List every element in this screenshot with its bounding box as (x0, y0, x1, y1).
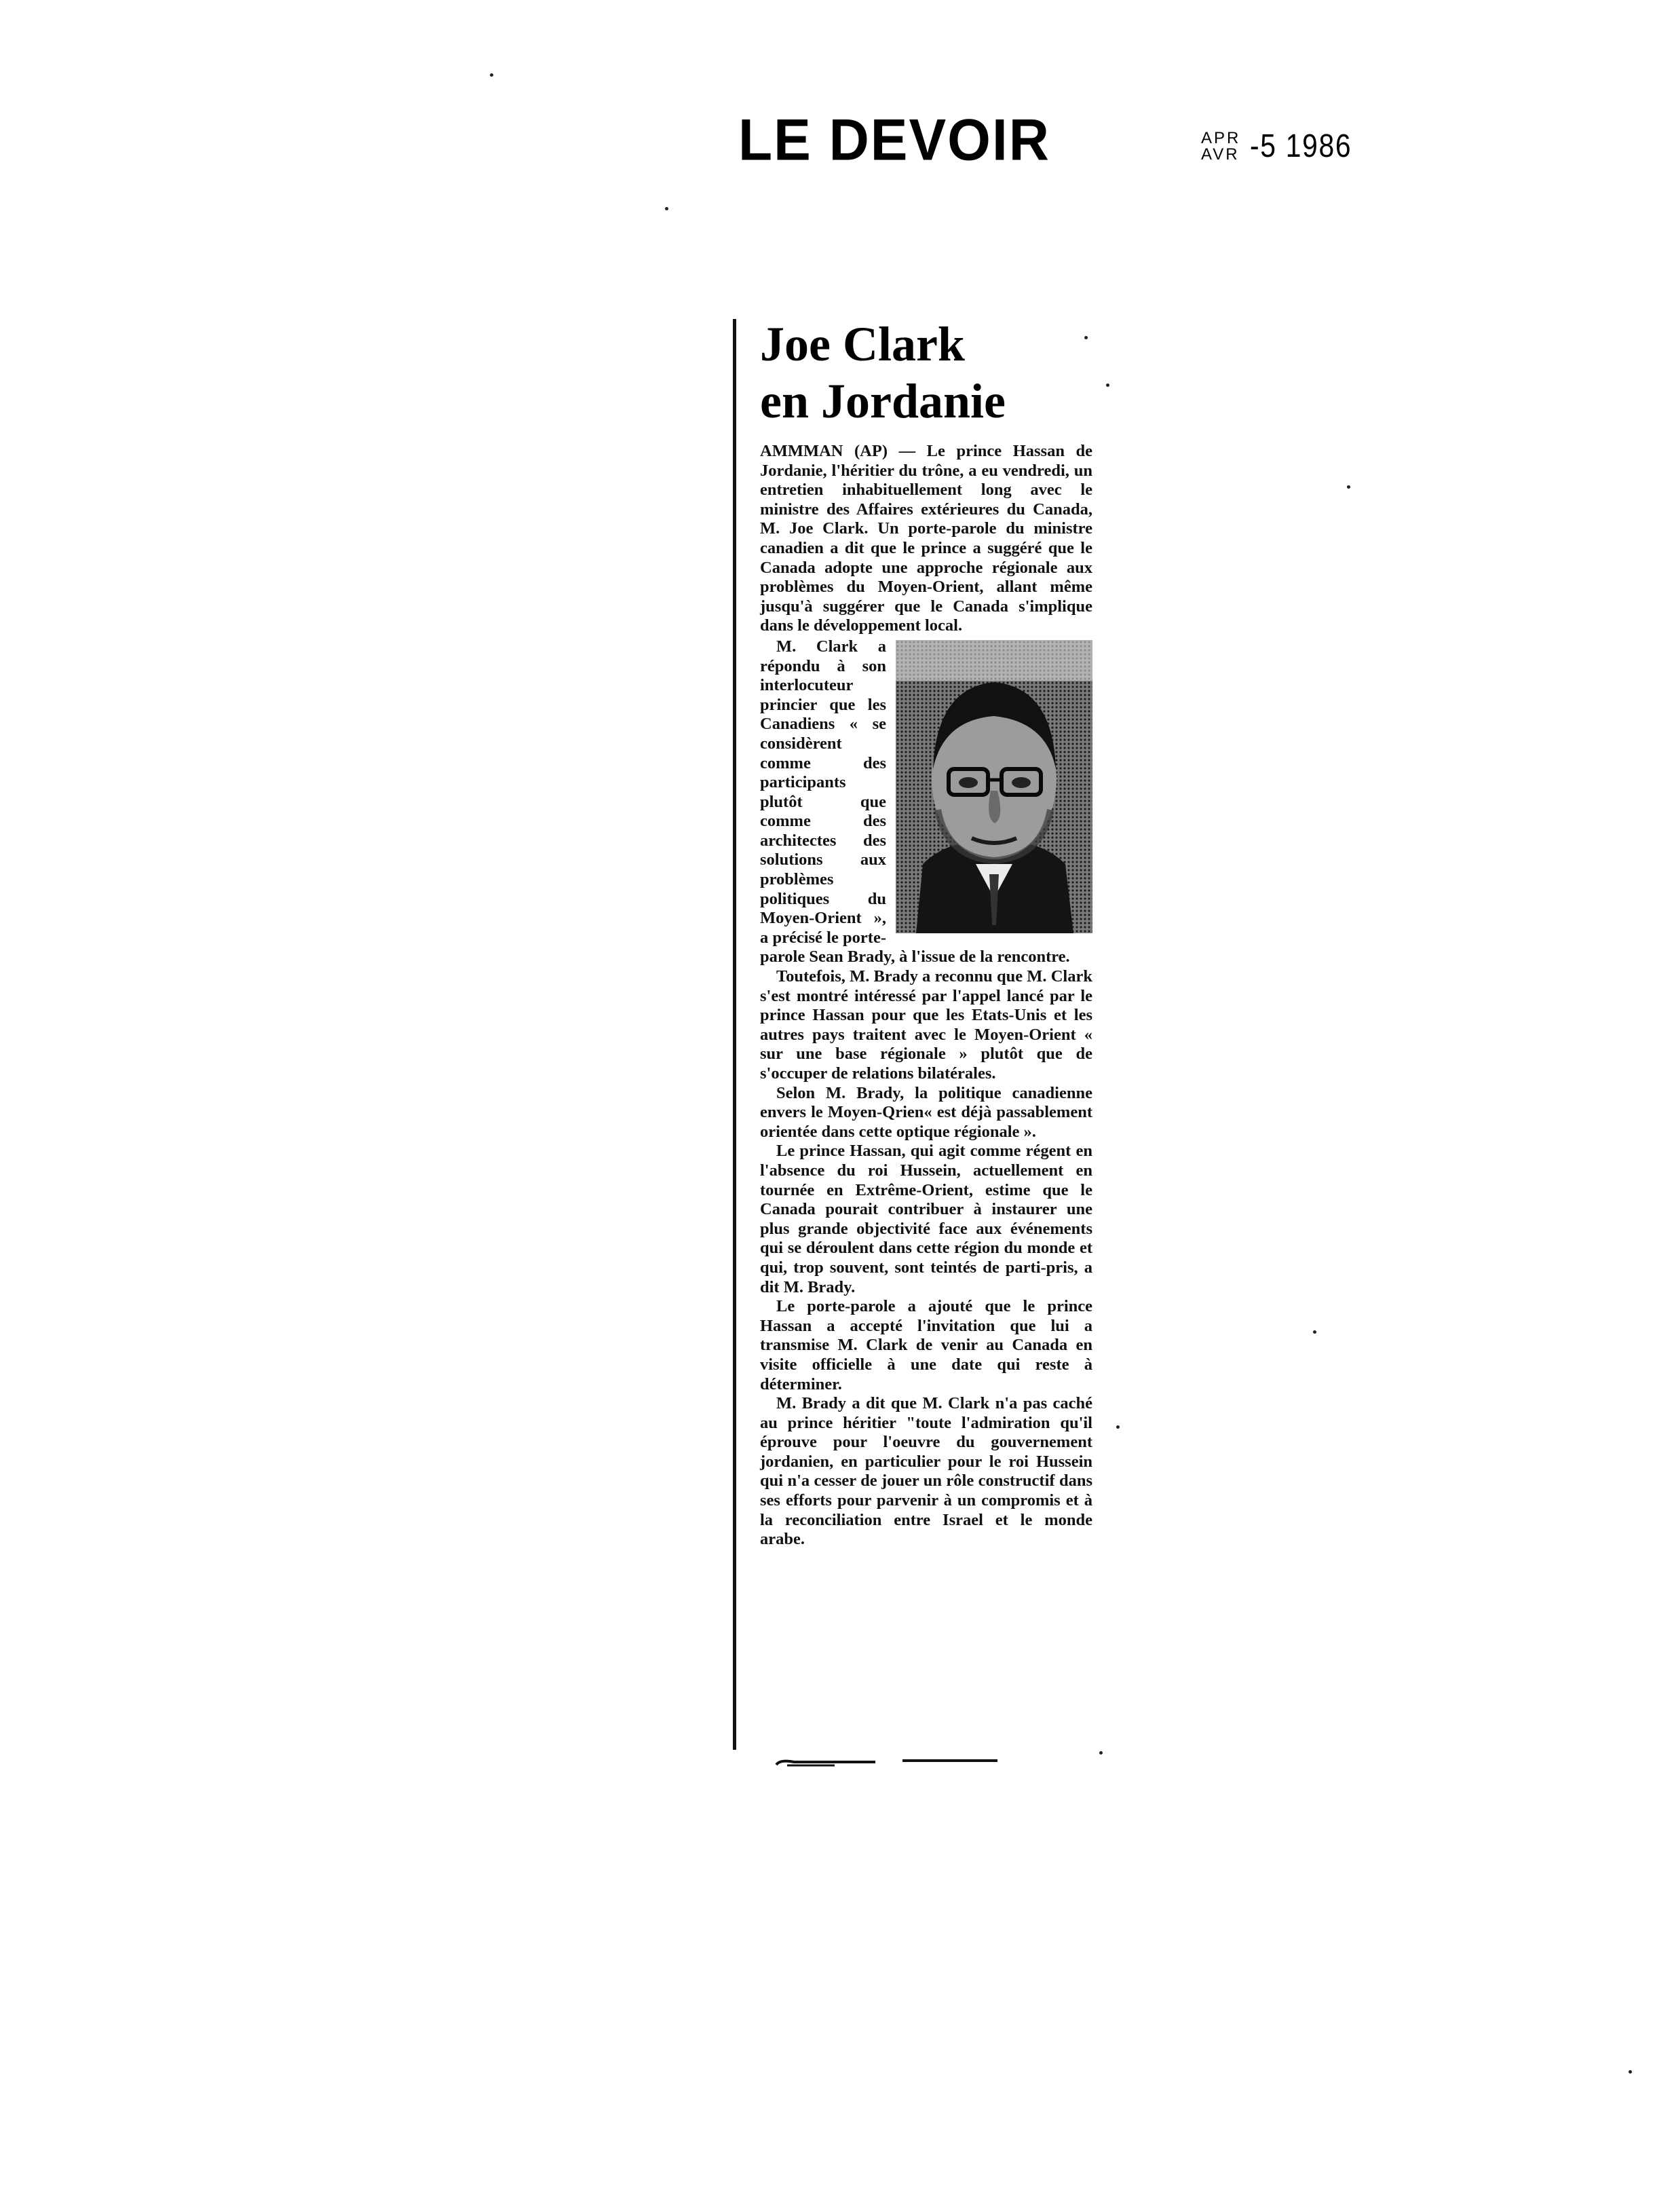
photo-wrap (760, 637, 1092, 967)
article-headline (760, 316, 1092, 430)
clipping-bottom-edge (774, 1758, 1086, 1767)
dateline: AMMMAN (AP) — (760, 442, 916, 460)
stamp-month-en: APR (1201, 128, 1241, 147)
scan-speck (1106, 383, 1109, 387)
stamp-month-fr: AVR (1201, 145, 1240, 164)
scan-speck (1116, 1425, 1120, 1429)
article-paragraph: M. Brady a dit que M. Clark n'a pas caché au prince héritier "toute l'admiration qu'il éprouve pour l'oeuvre du gouvernement jordanien, en particulier pour le roi Hussein qui n'a cesser de jouer un rôle constructif dans ses efforts pour parvenir à un compromis et à la reconciliation entre Israel et le monde arabe. (760, 1394, 1092, 1549)
article-paragraph: Selon M. Brady, la politique canadienne envers le Moyen-Qrien« est déjà passablement orientée dans cette optique régionale ». (760, 1083, 1092, 1141)
article-paragraph (760, 442, 1092, 636)
portrait-photo (896, 640, 1092, 933)
scan-speck (1313, 1330, 1316, 1334)
article-paragraph: M. Clark a répondu à son interlocuteur princier que les Canadiens « se considèrent comme des participants plutôt que comme des architectes des solutions aux problèmes politiques du Moyen-Orient », a précisé le porte-parole Sean Brady, à l'issue de la rencontre. (760, 637, 1070, 967)
portrait-image (896, 640, 1092, 933)
clipping-edge-rule (733, 319, 736, 1750)
scan-speck (490, 73, 493, 77)
date-stamp (1201, 128, 1370, 165)
scan-speck (1099, 1751, 1103, 1755)
article-paragraph: Le porte-parole a ajouté que le prince Hassan a accepté l'invitation que lui a transmise M. Clark de venir au Canada en visite officielle à une date qui reste à déterminer. (760, 1297, 1092, 1393)
scan-speck (1347, 485, 1350, 489)
news-article (760, 316, 1092, 1550)
stamp-months (1201, 130, 1240, 163)
scan-speck (665, 207, 668, 210)
headline-line-1: Joe Clark (760, 317, 965, 371)
article-paragraph: Le prince Hassan, qui agit comme régent en l'absence du roi Hussein, actuellement en tournée en Extrême-Orient, estime que le Canada pourait contribuer à instaurer une plus grande objectivité face aux événements qui se déroulent dans cette région du monde et qui, trop souvent, sont teintés de parti-pris, a dit M. Brady. (760, 1142, 1092, 1296)
newspaper-masthead: LE DEVOIR (738, 107, 1050, 173)
paragraph-text: Le prince Hassan de Jordanie, l'héritier du trône, a eu vendredi, un entretien inhabituellement long avec le ministre des Affaires extérieures du Canada, M. Joe Clark. Un porte-parole du ministre canadien a dit que le prince a suggéré que le Canada adopte une approche régionale aux problèmes du Moyen-Orient, allant même jusqu'à suggérer que le Canada s'implique dans le développement local. (760, 442, 1093, 635)
article-body (760, 442, 1092, 1550)
article-paragraph: Toutefois, M. Brady a reconnu que M. Clark s'est montré intéressé par l'appel lancé par le prince Hassan pour que les Etats-Unis et les autres pays traitent avec le Moyen-Orient « sur une base régionale » plutôt que de s'occuper de relations bilatérales. (760, 967, 1092, 1083)
scan-speck (1629, 2070, 1632, 2074)
headline-line-2: en Jordanie (760, 374, 1006, 428)
stamp-date: -5 1986 (1250, 128, 1352, 164)
